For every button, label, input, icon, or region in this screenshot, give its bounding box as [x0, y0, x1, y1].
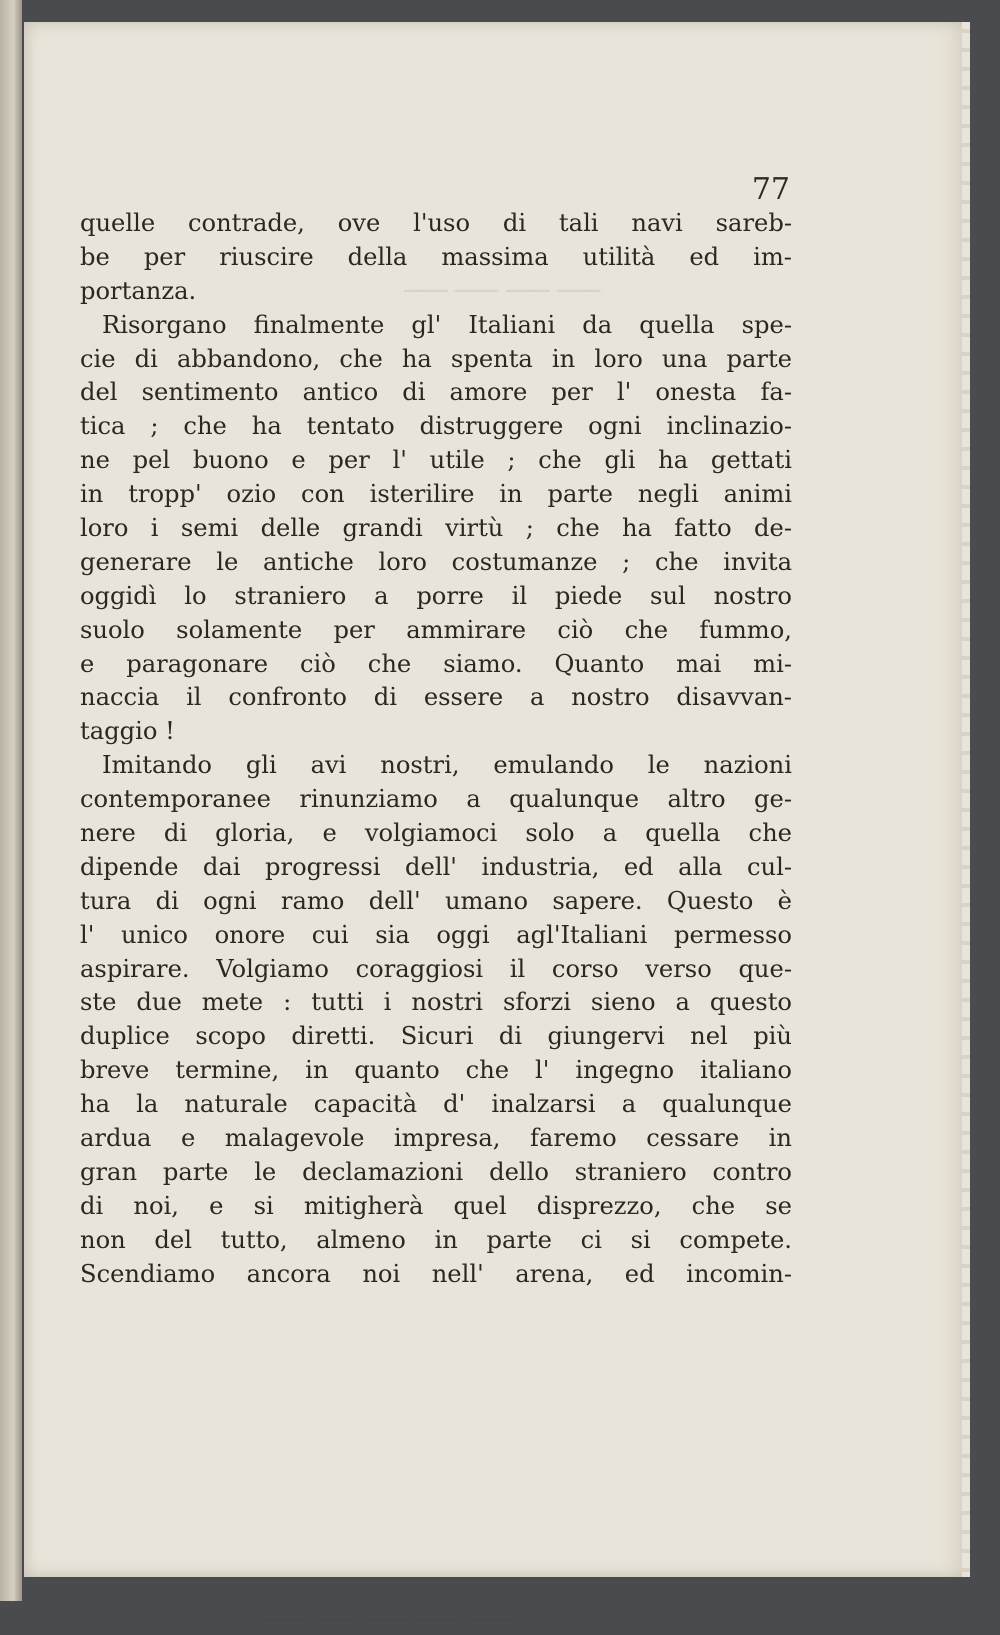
text-line: Scendiamo ancora noi nell' arena, ed incomin- — [80, 1259, 792, 1288]
text-line: Imitando gli avi nostri, emulando le nazioni — [102, 751, 792, 780]
text-line: nere di gloria, e volgiamoci solo a quella che — [80, 819, 792, 848]
text-line: del sentimento antico di amore per l' onesta fa- — [80, 378, 792, 407]
text-line: dipende dai progressi dell' industria, ed alla cul- — [80, 852, 792, 881]
bleed-through-text: ─── ─── ─── ─── ─── — [264, 1607, 512, 1635]
text-line: e paragonare ciò che siamo. Quanto mai mi- — [80, 649, 792, 678]
text-line: aspirare. Volgiamo coraggiosi il corso verso que- — [80, 954, 792, 983]
text-line: ne pel buono e per l' utile ; che gli ha gettati — [80, 446, 792, 475]
text-line: Risorgano finalmente gl' Italiani da quella spe- — [102, 310, 792, 339]
facing-page-edge — [0, 0, 22, 1601]
text-line: non del tutto, almeno in parte ci si compete. — [80, 1225, 792, 1254]
text-line: suolo solamente per ammirare ciò che fummo, — [80, 615, 792, 644]
text-line: in tropp' ozio con isterilire in parte negli animi — [80, 480, 792, 509]
bleed-through-text: ─── ─── ─── ─── — [404, 277, 601, 305]
text-line: be per riuscire della massima utilità ed im- — [80, 242, 792, 271]
page-sheet — [24, 22, 964, 1635]
text-line: portanza. — [80, 276, 197, 305]
text-line: breve termine, in quanto che l' ingegno italiano — [80, 1056, 792, 1085]
text-line: cie di abbandono, che ha spenta in loro una parte — [80, 344, 792, 373]
text-line: contemporanee rinunziamo a qualunque altro ge- — [80, 785, 792, 814]
text-line: quelle contrade, ove l'uso di tali navi sareb- — [80, 209, 792, 237]
text-line: duplice scopo diretti. Sicuri di giungervi nel più — [80, 1022, 792, 1051]
text-line: oggidì lo straniero a porre il piede sul nostro — [80, 581, 792, 610]
text-line: di noi, e si mitigherà quel disprezzo, che se — [80, 1191, 792, 1220]
text-line: generare le antiche loro costumanze ; che invita — [80, 547, 792, 576]
text-line: ha la naturale capacità d' inalzarsi a qualunque — [80, 1090, 792, 1119]
text-line: loro i semi delle grandi virtù ; che ha fatto de- — [80, 514, 792, 543]
text-line: l' unico onore cui sia oggi agl'Italiani permesso — [80, 920, 792, 949]
body-text — [80, 207, 792, 1292]
page-number: 77 — [751, 172, 790, 207]
text-line: gran parte le declamazioni dello straniero contro — [80, 1157, 792, 1186]
text-line: tura di ogni ramo dell' umano sapere. Questo è — [80, 886, 792, 915]
text-line: ste due mete : tutti i nostri sforzi sieno a questo — [80, 988, 792, 1017]
text-line: tica ; che ha tentato distruggere ogni inclinazio- — [80, 412, 792, 441]
text-line: naccia il confronto di essere a nostro disavvan- — [80, 683, 792, 712]
text-line: ardua e malagevole impresa, faremo cessare in — [80, 1124, 792, 1153]
text-line: taggio ! — [80, 717, 175, 746]
